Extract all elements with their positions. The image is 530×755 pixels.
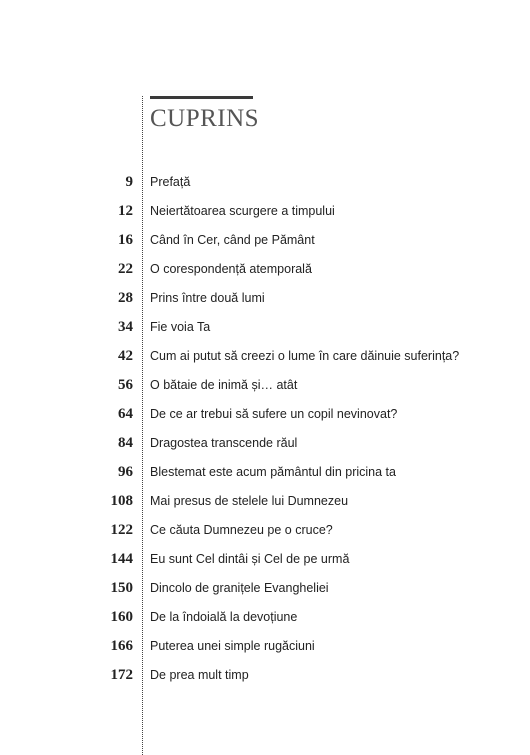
toc-page-number: 12 xyxy=(118,203,133,219)
toc-entry xyxy=(0,257,530,286)
toc-page-number: 34 xyxy=(118,319,133,335)
title-accent-bar xyxy=(150,96,253,99)
toc-entry xyxy=(0,605,530,634)
toc-chapter-title: De prea mult timp xyxy=(150,668,249,682)
toc-chapter-title: De la îndoială la devoțiune xyxy=(150,610,298,624)
toc-page-number: 144 xyxy=(110,551,133,567)
toc-entry xyxy=(0,518,530,547)
toc-chapter-title: Blestemat este acum pământul din pricina ta xyxy=(150,465,396,479)
toc-chapter-title: Mai presus de stelele lui Dumnezeu xyxy=(150,494,349,508)
toc-entry xyxy=(0,489,530,518)
toc-chapter-title: O corespondență atemporală xyxy=(150,262,312,276)
table-of-contents xyxy=(0,170,530,692)
toc-chapter-title: Prins între două lumi xyxy=(150,291,265,305)
toc-entry xyxy=(0,547,530,576)
toc-chapter-title: O bătaie de inimă și… atât xyxy=(150,378,298,392)
toc-page-number: 150 xyxy=(110,580,133,596)
toc-page-number: 160 xyxy=(110,609,133,625)
toc-chapter-title: Cum ai putut să creezi o lume în care dăinuie suferința? xyxy=(150,349,460,363)
toc-chapter-title: Fie voia Ta xyxy=(150,320,211,334)
toc-chapter-title: Dincolo de granițele Evangheliei xyxy=(150,581,329,595)
toc-entry xyxy=(0,344,530,373)
toc-entry xyxy=(0,663,530,692)
toc-page-number: 56 xyxy=(118,377,133,393)
toc-page-number: 122 xyxy=(110,522,133,538)
toc-page-number: 42 xyxy=(118,348,133,364)
toc-page-number: 96 xyxy=(118,464,133,480)
toc-entry xyxy=(0,228,530,257)
toc-entry xyxy=(0,170,530,199)
toc-entry xyxy=(0,576,530,605)
toc-chapter-title: Ce căuta Dumnezeu pe o cruce? xyxy=(150,523,333,537)
toc-chapter-title: Puterea unei simple rugăciuni xyxy=(150,639,315,653)
toc-page-number: 108 xyxy=(110,493,133,509)
toc-page-number: 172 xyxy=(110,667,133,683)
toc-entry xyxy=(0,634,530,663)
toc-chapter-title: Neiertătoarea scurgere a timpului xyxy=(150,204,335,218)
toc-entry xyxy=(0,286,530,315)
toc-page-number: 9 xyxy=(125,174,133,190)
toc-page-number: 166 xyxy=(110,638,133,654)
toc-page-number: 84 xyxy=(118,435,133,451)
toc-entry xyxy=(0,431,530,460)
toc-chapter-title: De ce ar trebui să sufere un copil nevinovat? xyxy=(150,407,398,421)
toc-chapter-title: Când în Cer, când pe Pământ xyxy=(150,233,315,247)
toc-page-number: 64 xyxy=(118,406,133,422)
toc-entry xyxy=(0,460,530,489)
toc-entry xyxy=(0,315,530,344)
toc-entry xyxy=(0,199,530,228)
toc-chapter-title: Eu sunt Cel dintâi și Cel de pe urmă xyxy=(150,552,350,566)
toc-chapter-title: Dragostea transcende răul xyxy=(150,436,298,450)
toc-entry xyxy=(0,373,530,402)
toc-entry xyxy=(0,402,530,431)
toc-chapter-title: Prefață xyxy=(150,175,191,189)
toc-page-number: 28 xyxy=(118,290,133,306)
toc-page-number: 16 xyxy=(118,232,133,248)
page-title: CUPRINS xyxy=(150,105,260,132)
toc-page-number: 22 xyxy=(118,261,133,277)
